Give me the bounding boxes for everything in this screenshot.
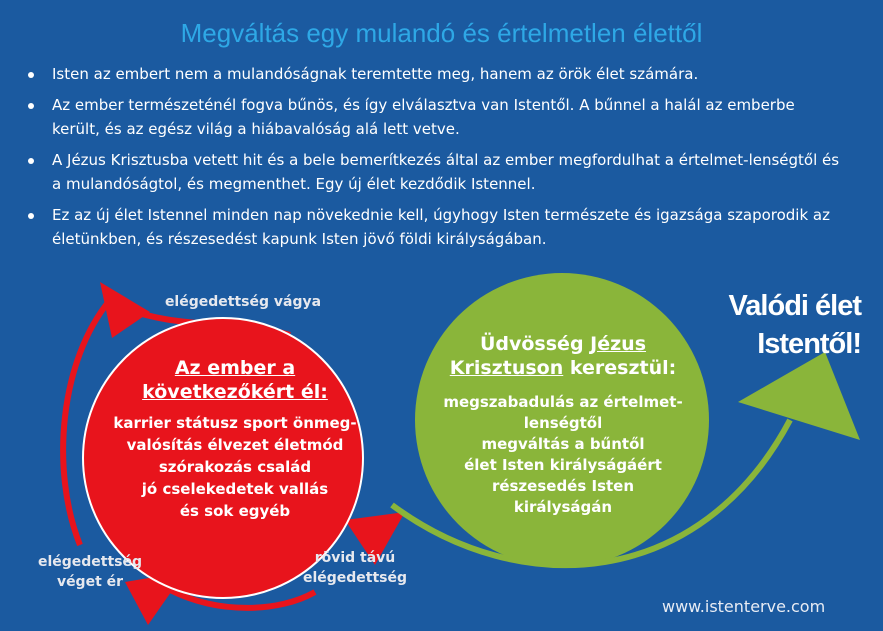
label-desire: elégedettség vágya [164,294,322,310]
bullet-text: Isten az embert nem a mulandóságnak teremtette meg, hanem az örök élet számára. [52,65,699,83]
red-circle-title: Az ember a következőkért él: [142,357,328,403]
red-circle-items: karrier státusz sport önmeg- valósítás élvezet életmód szórakozás család jó cselekedetek vallás és sok egyéb [113,414,357,520]
salvation-title-name: Jézus Krisztuson [449,333,647,379]
red-arrowhead-top-icon [100,282,150,338]
green-circle-text [408,332,718,518]
salvation-title-prefix: Üdvösség [479,333,591,355]
salvation-items: megszabadulás az értelmet- lenségtől megváltás a bűntől élet Isten királyságáért részesedés Isten királyságán [443,393,683,516]
bullet-text: Ez az új élet Istennel minden nap növekednie kell, úgyhogy Isten természete és igazsága szaporodik az életünkben, és részesedést kapunk Isten jövő földi királyságában. [52,206,830,248]
page-title: Megváltás egy mulandó és értelmetlen élettől [180,18,703,48]
bullet-text: Az ember természeténél fogva bűnös, és így elválasztva van Istentől. A bűnnel a halál az emberbe került, és az egész világ a hiábavalóság alá lett vetve. [52,96,795,138]
salvation-title [408,332,718,380]
real-life-heading: Valódi élet Istentől! [728,290,861,360]
green-arrowhead-icon [738,352,860,440]
salvation-title-suffix: keresztül: [563,357,677,379]
label-short-term: rövid távú elégedettség [302,550,408,586]
website-url[interactable]: www.istenterve.com [662,597,826,616]
label-ends: elégedettség véget ér [37,554,143,590]
red-circle-text [70,356,400,522]
bullet-text: A Jézus Krisztusba vetett hit és a bele bemerítkezés által az ember megfordulhat a értelmet-lenségtől és a mulandóságtol, és megmenthet. Egy új élet kezdődik Istennel. [52,151,840,193]
